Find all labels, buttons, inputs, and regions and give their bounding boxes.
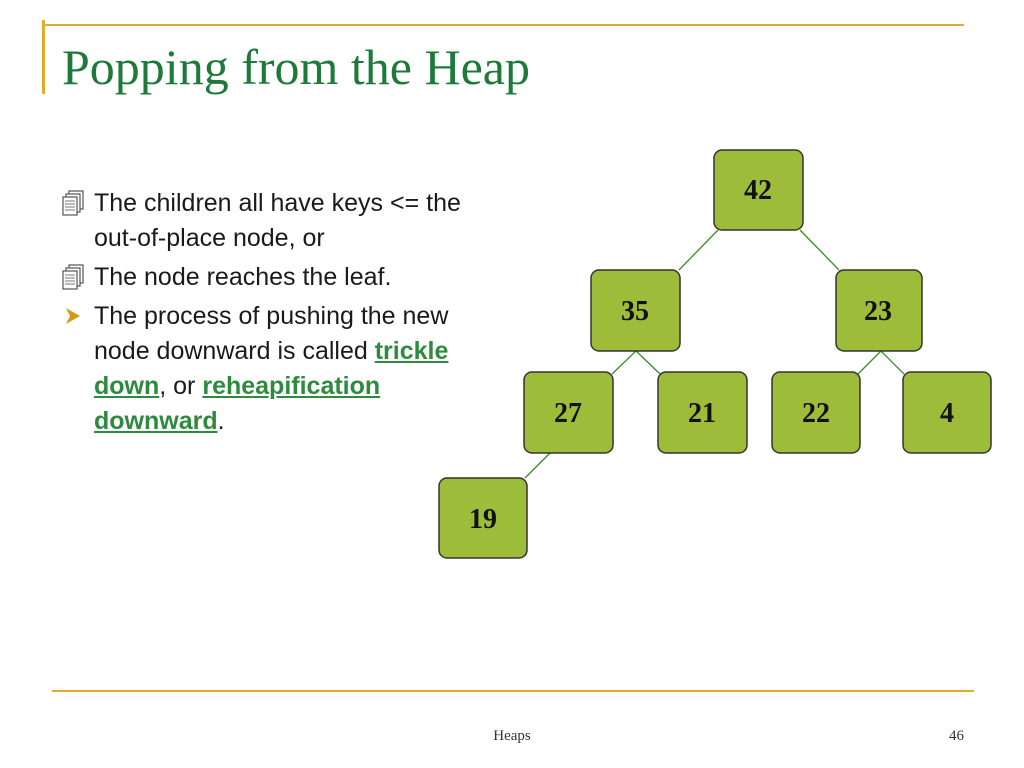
tree-node (836, 270, 922, 351)
footer-label: Heaps (493, 728, 531, 744)
tree-node (524, 372, 613, 453)
node-label: 21 (688, 398, 716, 429)
bullet-text: . (217, 407, 225, 435)
node-label: 42 (744, 175, 772, 206)
footer-rule (52, 690, 974, 692)
edge-23-4 (881, 351, 904, 374)
tree-node (772, 372, 860, 453)
tree-node (658, 372, 747, 453)
node-label: 35 (621, 296, 649, 327)
bullet-text: The children all have keys <= the out-of-place node, or (94, 189, 461, 252)
node-label: 22 (802, 398, 830, 429)
edge-27-19 (525, 453, 550, 478)
bullet-text: The node reaches the leaf. (94, 263, 392, 291)
edge-23-22 (858, 351, 881, 374)
node-label: 27 (554, 398, 582, 429)
edge-42-23 (800, 230, 839, 270)
term-trickle-down: trickle down (94, 337, 449, 400)
tree-node (439, 478, 527, 558)
edge-35-27 (612, 351, 636, 374)
page-number: 46 (949, 728, 964, 744)
tree-node (591, 270, 680, 351)
edge-35-21 (636, 351, 660, 374)
node-label: 23 (864, 296, 892, 327)
node-label: 4 (940, 398, 954, 429)
node-label: 19 (469, 504, 497, 535)
term-reheapification-downward: reheapification downward (94, 372, 381, 435)
tree-node (714, 150, 803, 230)
bullet-text: The process of pushing the new node downward is called (94, 302, 449, 365)
tree-node (903, 372, 991, 453)
edge-42-35 (679, 230, 718, 270)
slide-title: Popping from the Heap (62, 39, 530, 95)
bullet-text: , or (159, 372, 203, 400)
